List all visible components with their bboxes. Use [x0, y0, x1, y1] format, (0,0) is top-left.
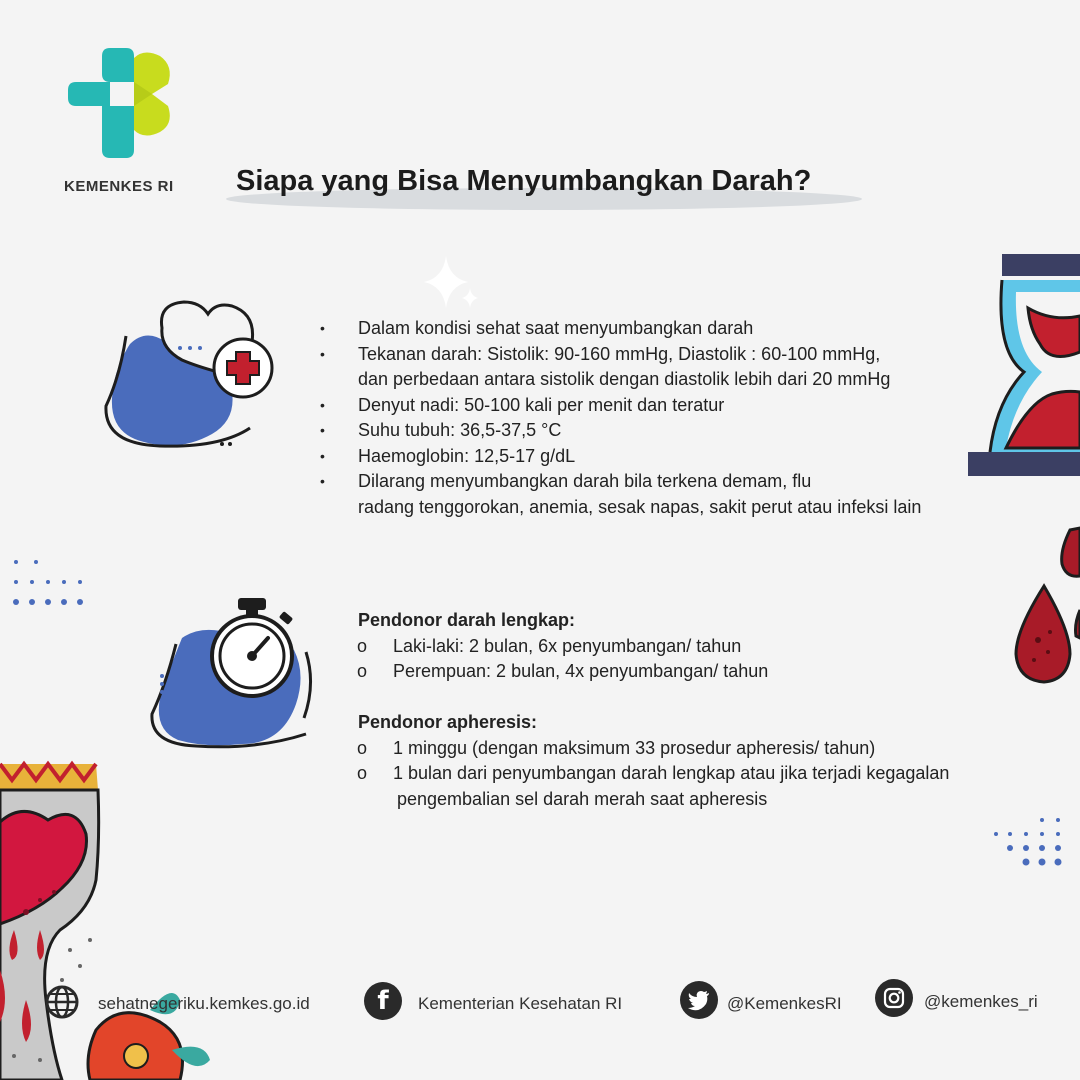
- list-item: [320, 316, 1000, 342]
- item-text: 1 bulan dari penyumbangan darah lengkap atau jika terjadi kegagalan: [393, 763, 950, 783]
- item-text: Perempuan: 2 bulan, 4x penyumbangan/ tahun: [393, 661, 769, 681]
- list-item: [320, 342, 1000, 368]
- list-item: [357, 634, 768, 660]
- hourglass-icon: [966, 252, 1080, 482]
- requirement-text: Dilarang menyumbangkan darah bila terkena demam, flu: [358, 471, 812, 491]
- list-marker: o: [357, 763, 368, 783]
- twitter-handle[interactable]: @KemenkesRI: [727, 994, 842, 1013]
- globe-icon: [44, 984, 80, 1020]
- list-marker: o: [357, 635, 368, 656]
- requirement-text: Suhu tubuh: 36,5-37,5 °C: [358, 420, 562, 440]
- facebook-handle[interactable]: Kementerian Kesehatan RI: [418, 994, 623, 1013]
- item-text: 1 minggu (dengan maksimum 33 prosedur apheresis/ tahun): [393, 737, 876, 758]
- list-item: [320, 469, 1000, 495]
- bullet: •: [320, 473, 325, 489]
- kemenkes-logo-icon: [64, 44, 176, 162]
- requirement-text: Tekanan darah: Sistolik: 90-160 mmHg, Diastolik : 60-100 mmHg,: [358, 343, 881, 364]
- sparkle-icon: [420, 252, 490, 312]
- blood-drops-icon: [1010, 520, 1080, 690]
- heart-goblet-illustration: [0, 760, 220, 1080]
- instagram-handle[interactable]: @kemenkes_ri: [924, 992, 1038, 1011]
- list-marker: o: [357, 661, 368, 681]
- list-item: [320, 444, 1000, 470]
- section-heading: Pendonor apheresis:: [358, 712, 538, 732]
- dot-pattern-right: [990, 814, 1080, 870]
- bullet: •: [320, 345, 325, 362]
- list-item: [320, 393, 1000, 419]
- instagram-icon[interactable]: [874, 978, 914, 1018]
- bullet: •: [320, 320, 325, 336]
- bullet: •: [320, 447, 325, 464]
- facebook-icon[interactable]: f: [364, 982, 402, 1020]
- item-continuation: pengembalian sel darah merah saat apheresis: [397, 788, 768, 809]
- list-item: [320, 418, 1000, 444]
- section-heading: Pendonor darah lengkap:: [358, 610, 576, 630]
- heart-health-icon: [100, 296, 280, 451]
- brand-name: KEMENKES RI: [64, 178, 174, 195]
- bullet: •: [320, 422, 325, 438]
- list-item: [357, 761, 949, 787]
- whole-blood-section: [358, 608, 768, 685]
- bullet: •: [320, 396, 325, 413]
- requirement-text: Dalam kondisi sehat saat menyumbangkan darah: [358, 318, 754, 338]
- list-marker: o: [357, 737, 368, 758]
- dot-pattern-left: [8, 556, 88, 610]
- page-title: Siapa yang Bisa Menyumbangkan Darah?: [236, 165, 812, 197]
- website-link[interactable]: sehatnegeriku.kemkes.go.id: [98, 994, 310, 1013]
- stopwatch-icon: [146, 594, 316, 754]
- list-item: [357, 736, 949, 762]
- twitter-icon[interactable]: [679, 980, 719, 1020]
- requirement-continuation: radang tenggorokan, anemia, sesak napas, sakit perut atau infeksi lain: [358, 496, 922, 517]
- requirement-text: Haemoglobin: 12,5-17 g/dL: [358, 445, 576, 466]
- requirement-text: Denyut nadi: 50-100 kali per menit dan teratur: [358, 394, 725, 415]
- requirements-list: [320, 316, 1000, 520]
- list-item: [357, 659, 768, 685]
- item-text: Laki-laki: 2 bulan, 6x penyumbangan/ tahun: [393, 635, 742, 656]
- apheresis-section: [358, 710, 949, 812]
- requirement-continuation: dan perbedaan antara sistolik dengan diastolik lebih dari 20 mmHg: [358, 369, 891, 389]
